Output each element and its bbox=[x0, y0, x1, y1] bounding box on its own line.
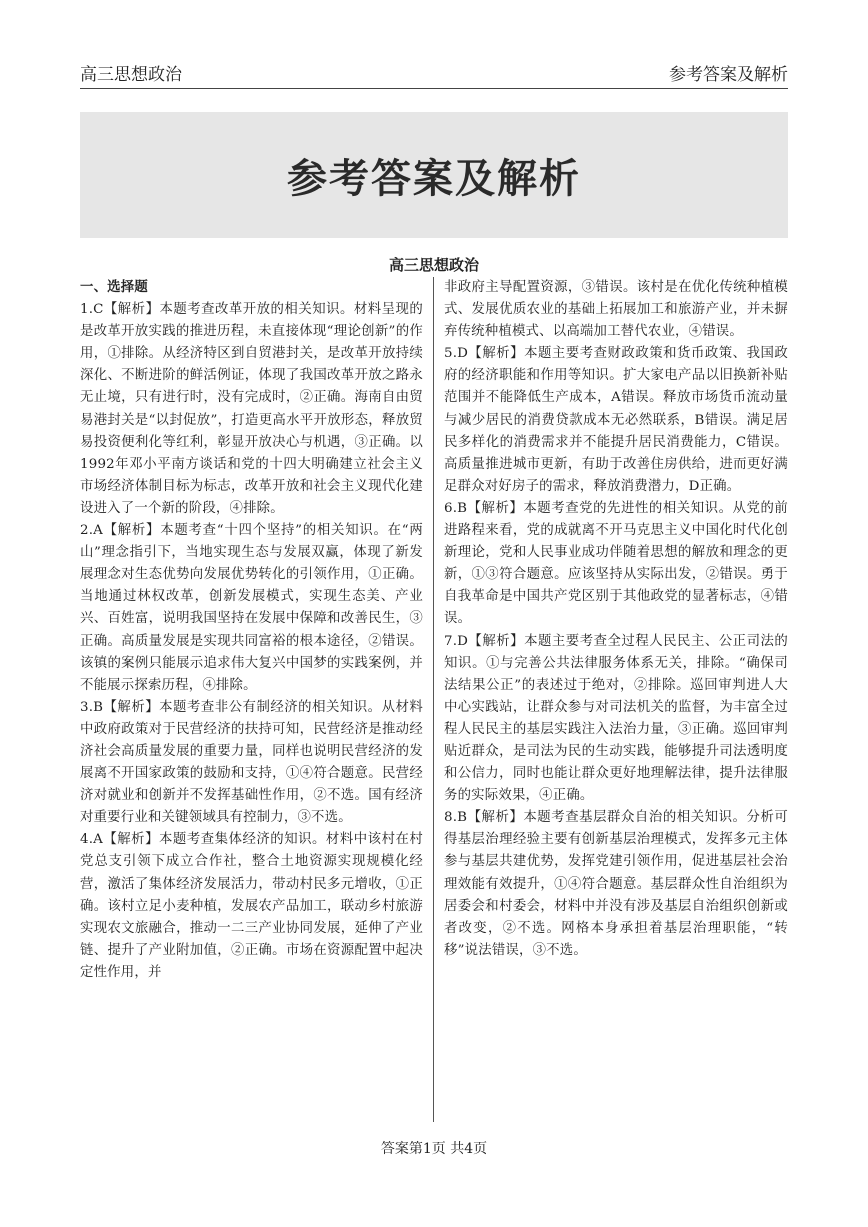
running-header bbox=[80, 64, 788, 89]
answer-text: 本题考查改革开放的相关知识。材料呈现的是改革开放实践的推进历程，未直接体现“理论创新”的作用，①排除。从经济特区到自贸港封关，是改革开放持续深化、不断进阶的鲜活例证，体现了我国改革开放之路永无止境，只有进行时，没有完成时，②正确。海南自由贸易港封关是“以封促放”，打造更高水平开放形态，释放贸易投资便利化等红利，彰显开放决心与机遇，③正确。以1992年邓小平南方谈话和党的十四大明确建立社会主义市场经济体制目标为标志，改革开放和社会主义现代化建设进入了一个新的阶段，④排除。 bbox=[80, 302, 423, 516]
answer-text-part1: 本题考查集体经济的知识。材料中该村在村党总支引领下成立合作社，整合土地资源实现规模化经营，激活了集体经济发展活力，带动村民多元增收，①正确。该村立足小麦种植，发展农产品加工，联动乡村旅游实现农文旅融合，推动一二三产业协同发展，延伸了产业链、提升了产业附加值，②正确。市场在资源配置中起决定性作用，并 bbox=[80, 832, 423, 980]
page-footer: 答案第1页 共4页 bbox=[380, 1141, 488, 1157]
right-column bbox=[444, 277, 788, 962]
answer-item-1 bbox=[80, 299, 423, 520]
section-title: 一、选择题 bbox=[80, 280, 148, 295]
answer-text: 本题考查“十四个坚持”的相关知识。在“两山”理念指引下，当地实现生态与发展双赢，体现了新发展理念对生态优势向发展优势转化的引领作用，①正确。当地通过林权改革，创新发展模式，实现生态美、产业兴、百姓富，说明我国坚持在发展中保障和改善民生，③正确。高质量发展是实现共同富裕的根本途径，②错误。该镇的案例只能展示追求伟大复兴中国梦的实践案例，并不能展示探索历程，④排除。 bbox=[80, 523, 423, 693]
answer-item-4-continued bbox=[444, 277, 788, 343]
answer-item-6 bbox=[444, 498, 788, 631]
answer-item-5 bbox=[444, 343, 788, 498]
answer-item-7 bbox=[444, 631, 788, 808]
title-banner bbox=[80, 112, 788, 238]
answer-head: 5.D【解析】 bbox=[444, 346, 525, 362]
answer-head: 3.B【解析】 bbox=[80, 699, 160, 715]
answer-text: 本题考查党的先进性的相关知识。从党的前进路程来看，党的成就离不开马克思主义中国化时代化创新理论，党和人民事业成功伴随着思想的解放和理念的更新，①③符合题意。应该坚持从实际出发，②错误。勇于自我革命是中国共产党区别于其他政党的显著标志，④错误。 bbox=[444, 500, 788, 627]
answer-item-2 bbox=[80, 520, 423, 697]
answer-text: 本题主要考查全过程人民民主、公正司法的知识。①与完善公共法律服务体系无关，排除。“确保司法结果公正”的表述过于绝对，②排除。巡回审判进人大中心实践站，让群众参与对司法机关的监督，为丰富全过程人民民主的基层实践注入法治力量，③正确。巡回审判贴近群众，是司法为民的生动实践，能够提升司法透明度和公信力，同时也能让群众更好地理解法律，提升法律服务的实际效果，④正确。 bbox=[444, 633, 788, 804]
answer-head: 6.B【解析】 bbox=[444, 500, 524, 516]
answer-text-part2: 非政府主导配置资源，③错误。该村是在优化传统种植模式、发展优质农业的基础上拓展加工和旅游产业，并未摒弃传统种植模式、以高端加工替代农业，④错误。 bbox=[444, 280, 788, 340]
answer-head: 1.C【解析】 bbox=[80, 302, 160, 318]
answer-head: 4.A【解析】 bbox=[80, 832, 160, 848]
header-doc-title: 参考答案及解析 bbox=[669, 65, 788, 85]
answer-item-4 bbox=[80, 829, 423, 984]
subject-heading: 高三思想政治 bbox=[388, 256, 479, 274]
answer-text: 本题考查非公有制经济的相关知识。从材料中政府政策对于民营经济的扶持可知，民营经济是推动经济社会高质量发展的重要力量，同样也说明民营经济的发展离不开国家政策的鼓励和支持，①④符合题意。民营经济对就业和创新并不发挥基础性作用，②不选。国有经济对重要行业和关键领域具有控制力，③不选。 bbox=[80, 699, 423, 826]
column-divider bbox=[433, 277, 434, 1122]
left-column bbox=[80, 277, 423, 984]
page-title: 参考答案及解析 bbox=[287, 154, 581, 202]
answer-head: 2.A【解析】 bbox=[80, 523, 161, 539]
answer-item-8 bbox=[444, 807, 788, 962]
header-subject: 高三思想政治 bbox=[80, 65, 182, 85]
answer-item-3 bbox=[80, 697, 423, 830]
answer-head: 8.B【解析】 bbox=[444, 810, 524, 826]
answer-text: 本题考查基层群众自治的相关知识。分析可得基层治理经验主要有创新基层治理模式，发挥多元主体参与基层共建优势，发挥党建引领作用，促进基层社会治理效能有效提升，①④符合题意。基层群众性自治组织为居委会和村委会，材料中并没有涉及基层自治组织创新或者改变，②不选。网格本身承担着基层治理职能，“转移”说法错误，③不选。 bbox=[444, 810, 788, 958]
answer-text: 本题主要考查财政政策和货币政策、我国政府的经济职能和作用等知识。扩大家电产品以旧换新补贴范围并不能降低生产成本，A错误。释放市场货币流动量与减少居民的消费贷款成本无必然联系，B错误。满足居民多样化的消费需求并不能提升居民消费能力，C错误。高质量推进城市更新，有助于改善住房供给，进而更好满足群众对好房子的需求，释放消费潜力，D正确。 bbox=[444, 346, 788, 494]
answer-head: 7.D【解析】 bbox=[444, 633, 525, 649]
